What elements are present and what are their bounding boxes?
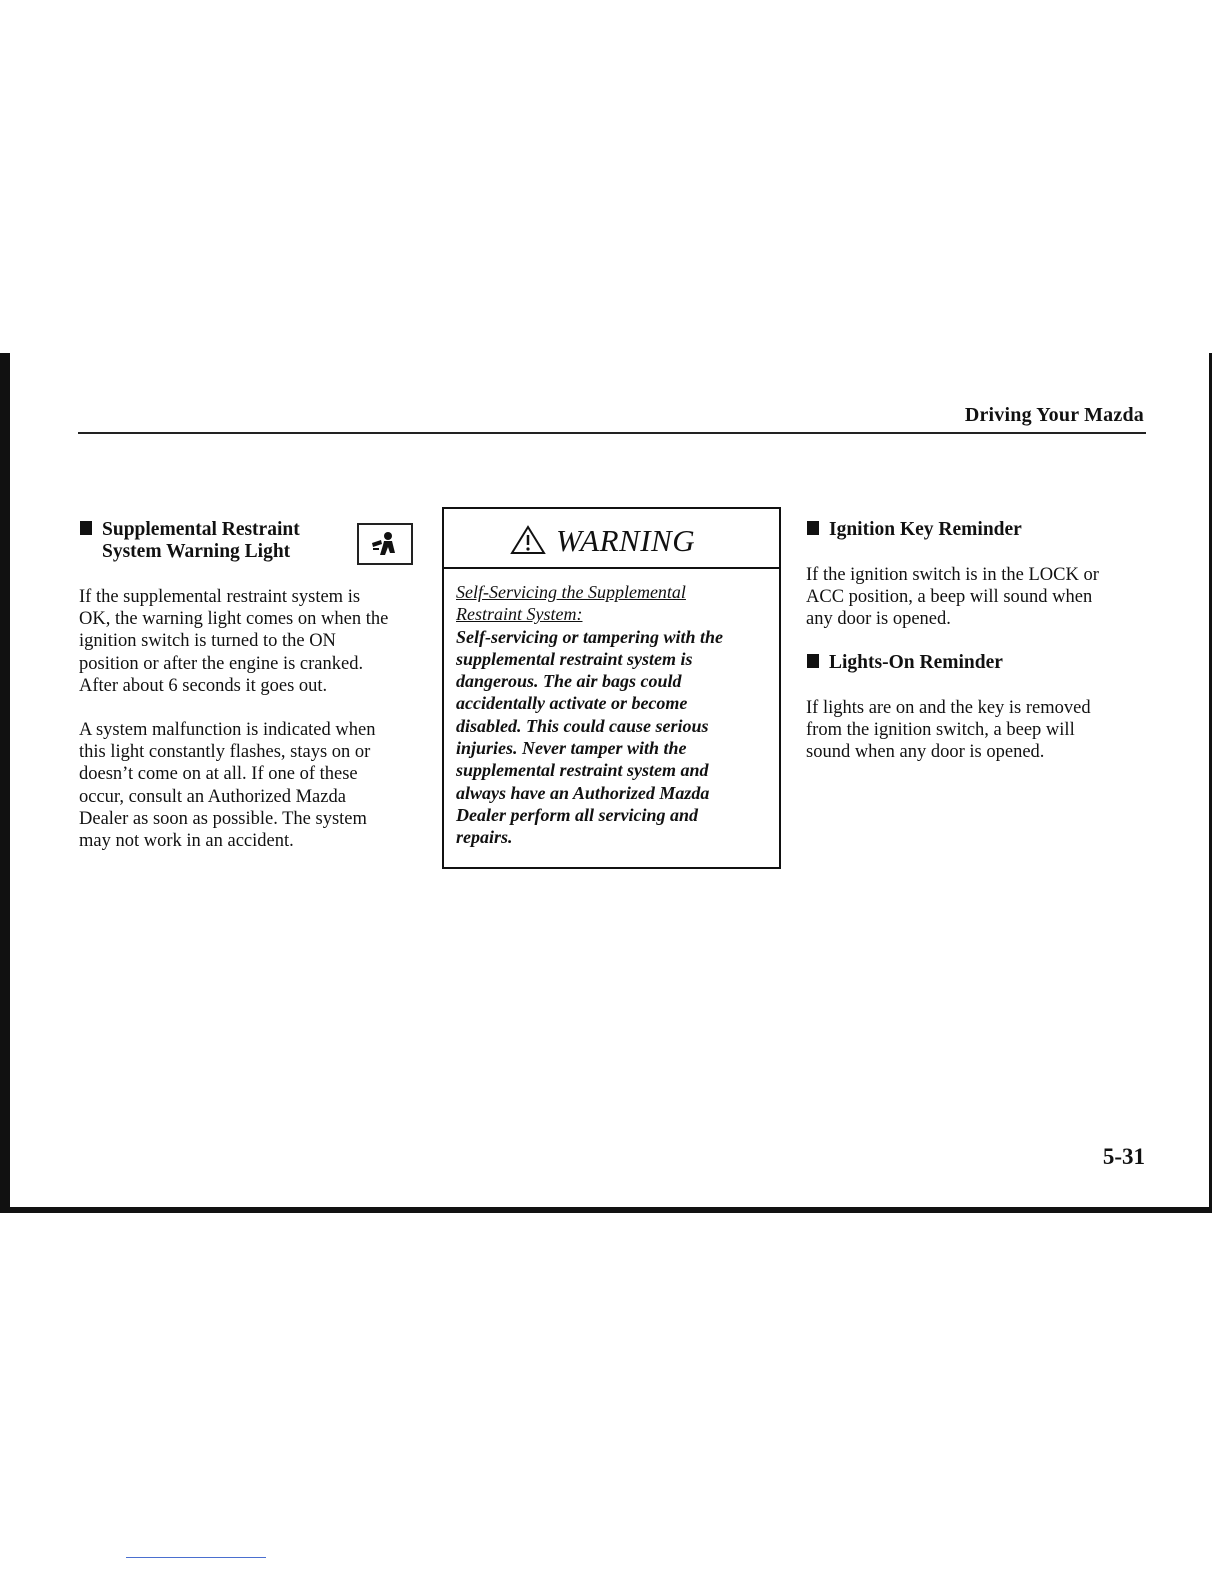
srs-p2-line: may not work in an accident. (79, 831, 294, 852)
srs-paragraph-2 (79, 719, 424, 852)
srs-p2-line: A system malfunction is indicated when (79, 720, 376, 741)
srs-p2-line: Dealer as soon as possible. The system (79, 808, 367, 829)
warning-text-line: Self-servicing or tampering with the (456, 626, 724, 647)
header-rule (78, 432, 1146, 434)
section-header-title: Driving Your Mazda (964, 404, 1144, 426)
srs-p1-line: ignition switch is turned to the ON (79, 631, 336, 652)
warning-subheading-line2: Restraint System: (456, 604, 583, 625)
warning-triangle-icon (510, 525, 546, 555)
warning-text-line: supplemental restraint system and (456, 760, 709, 781)
srs-paragraph-1 (79, 586, 424, 697)
srs-heading (80, 519, 300, 563)
warning-text-line: repairs. (456, 827, 513, 848)
warning-header (444, 509, 779, 569)
airbag-warning-icon (357, 523, 413, 565)
bullet-icon (807, 654, 819, 668)
lights-on-body (806, 697, 1146, 764)
ignition-line: ACC position, a beep will sound when (806, 587, 1093, 608)
srs-p1-line: OK, the warning light comes on when the (79, 609, 389, 630)
ignition-line: If the ignition switch is in the LOCK or (806, 565, 1099, 585)
srs-p2-line: this light constantly flashes, stays on or (79, 742, 371, 763)
lights-line: sound when any door is opened. (806, 742, 1045, 763)
bottom-link-underline (126, 1557, 266, 1558)
warning-body (456, 581, 774, 849)
srs-p2-line: doesn’t come on at all. If one of these (79, 764, 358, 785)
bullet-icon (80, 521, 92, 535)
srs-heading-line1: Supplemental Restraint (102, 519, 300, 540)
warning-text-line: always have an Authorized Mazda (456, 782, 710, 803)
lights-line: from the ignition switch, a beep will (806, 720, 1075, 741)
srs-p1-line: position or after the engine is cranked. (79, 653, 364, 674)
warning-text-line: Dealer perform all servicing and (456, 804, 698, 825)
warning-text-line: dangerous. The air bags could (456, 671, 682, 692)
warning-text-line: injuries. Never tamper with the (456, 738, 687, 759)
warning-subheading-line1: Self-Servicing the Supplemental (456, 582, 686, 602)
ignition-key-heading-text: Ignition Key Reminder (829, 519, 1022, 540)
airbag-icon-graphic (359, 525, 411, 563)
warning-text-line: supplemental restraint system is (456, 648, 693, 669)
lights-on-heading (807, 652, 1003, 674)
page-number: 5-31 (1102, 1144, 1145, 1169)
warning-box (442, 507, 781, 869)
srs-p1-line: After about 6 seconds it goes out. (79, 675, 328, 696)
srs-p1-line: If the supplemental restraint system is (79, 587, 361, 607)
warning-text-line: accidentally activate or become (456, 693, 688, 714)
ignition-key-body (806, 564, 1146, 631)
bullet-icon (807, 521, 819, 535)
warning-title: WARNING (556, 523, 696, 558)
srs-heading-line2: System Warning Light (102, 541, 291, 562)
lights-line: If lights are on and the key is removed (806, 698, 1091, 718)
ignition-key-heading (807, 519, 1022, 541)
srs-body (79, 586, 424, 874)
lights-on-heading-text: Lights-On Reminder (829, 652, 1003, 673)
warning-text-line: disabled. This could cause serious (456, 715, 709, 736)
srs-p2-line: occur, consult an Authorized Mazda (79, 786, 346, 807)
ignition-line: any door is opened. (806, 609, 951, 630)
